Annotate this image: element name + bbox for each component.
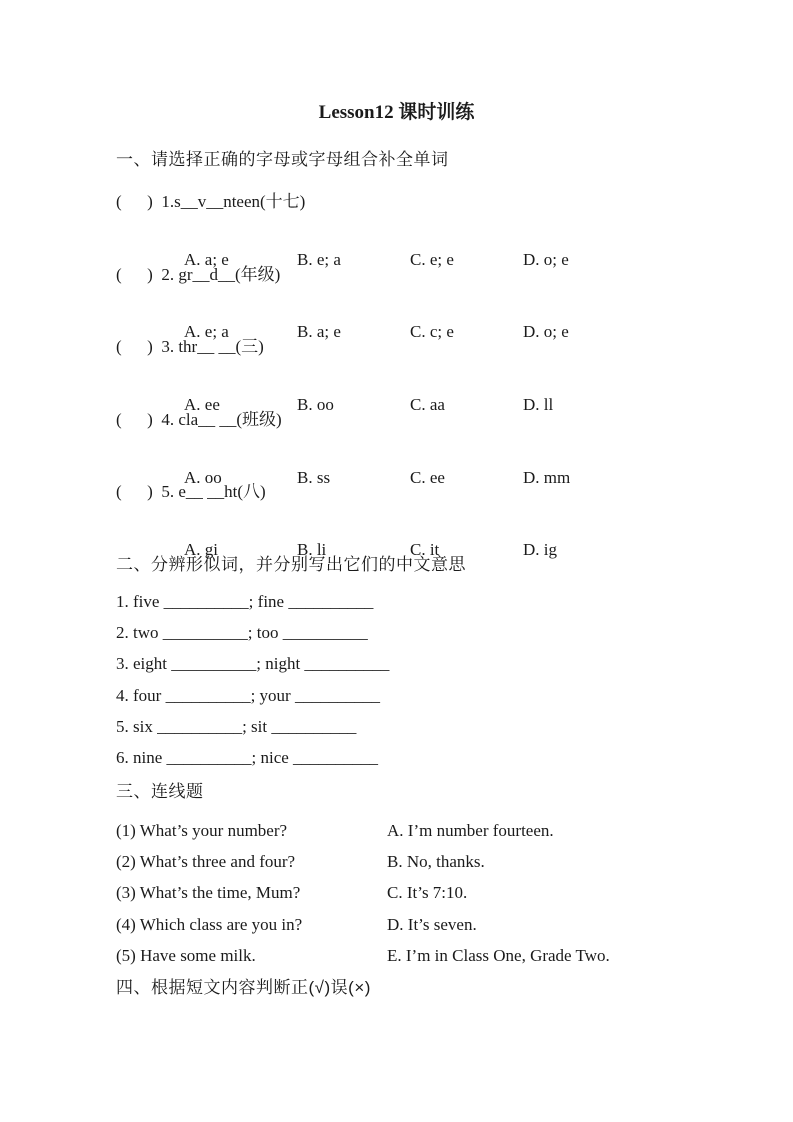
option-b: B. ss (297, 468, 331, 487)
option-c: C. e; e (410, 250, 454, 269)
s1-question-5-prompt: ( ) 5. e__ __ht(八) (116, 482, 266, 501)
s1-question-1-prompt: ( ) 1.s__v__nteen(十七) (116, 192, 306, 211)
s2-word-pair-2: 2. two __________; too __________ (116, 623, 368, 642)
s3-match-right-1: A. I’m number fourteen. (387, 821, 554, 840)
option-d: D. ig (523, 540, 557, 559)
s3-match-left-5: (5) Have some milk. (116, 946, 256, 965)
option-d: D. mm (523, 468, 571, 487)
option-c: C. c; e (410, 322, 454, 341)
option-a: A. ee (184, 395, 220, 414)
s2-word-pair-4: 4. four __________; your __________ (116, 686, 380, 705)
page-title: Lesson12 课时训练 (318, 102, 475, 123)
s1-question-4-prompt: ( ) 4. cla__ __(班级) (116, 410, 282, 429)
s3-match-right-3: C. It’s 7:10. (387, 883, 468, 902)
option-c: C. ee (410, 468, 445, 487)
s3-match-right-2: B. No, thanks. (387, 852, 485, 871)
s3-match-left-1: (1) What’s your number? (116, 821, 288, 840)
s1-question-2-prompt: ( ) 2. gr__d__(年级) (116, 265, 281, 284)
section-4-heading: 四、根据短文内容判断正(√)误(×) (116, 978, 371, 997)
s1-question-3-prompt: ( ) 3. thr__ __(三) (116, 337, 264, 356)
option-b: B. a; e (297, 322, 341, 341)
s3-match-right-5: E. I’m in Class One, Grade Two. (387, 946, 610, 965)
option-b: B. li (297, 540, 327, 559)
section-3-heading: 三、连线题 (116, 782, 204, 801)
s2-word-pair-3: 3. eight __________; night __________ (116, 654, 390, 673)
option-b: B. oo (297, 395, 334, 414)
option-a: A. e; a (184, 322, 229, 341)
s3-match-right-4: D. It’s seven. (387, 915, 477, 934)
s3-match-left-2: (2) What’s three and four? (116, 852, 296, 871)
option-c: C. it (410, 540, 440, 559)
s2-word-pair-1: 1. five __________; fine __________ (116, 592, 374, 611)
option-d: D. o; e (523, 322, 569, 341)
option-d: D. o; e (523, 250, 569, 269)
s3-match-left-3: (3) What’s the time, Mum? (116, 883, 301, 902)
option-b: B. e; a (297, 250, 341, 269)
section-1-heading: 一、请选择正确的字母或字母组合补全单词 (116, 150, 449, 169)
option-a: A. oo (184, 468, 222, 487)
section-2-heading: 二、分辨形似词，并分别写出它们的中文意思 (116, 555, 466, 574)
option-d: D. ll (523, 395, 554, 414)
option-c: C. aa (410, 395, 445, 414)
s3-match-left-4: (4) Which class are you in? (116, 915, 303, 934)
s2-word-pair-5: 5. six __________; sit __________ (116, 717, 357, 736)
option-a: A. gi (184, 540, 218, 559)
option-a: A. a; e (184, 250, 229, 269)
s2-word-pair-6: 6. nine __________; nice __________ (116, 748, 379, 767)
